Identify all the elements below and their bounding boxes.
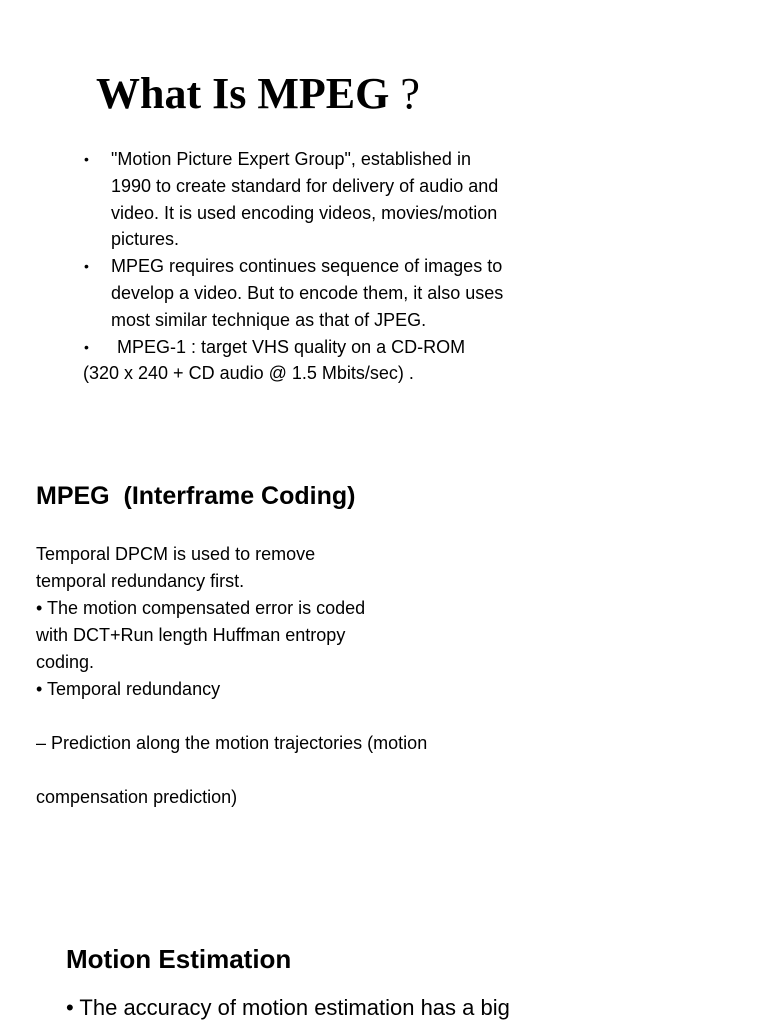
blank-line bbox=[36, 703, 536, 730]
blank-line bbox=[36, 757, 536, 784]
bullet-item bbox=[84, 334, 574, 361]
paragraph-line: coding. bbox=[36, 652, 95, 672]
bullet-line: "Motion Picture Expert Group", established in bbox=[111, 149, 471, 169]
bullet-line: develop a video. But to encode them, it also uses bbox=[111, 282, 504, 303]
bullet-line: 1990 to create standard for delivery of audio and bbox=[111, 175, 499, 196]
interframe-coding-text bbox=[36, 541, 536, 811]
paragraph-line: • The motion compensated error is coded bbox=[36, 598, 366, 618]
bullet-line: most similar technique as that of JPEG. bbox=[111, 309, 427, 330]
paragraph-line: with DCT+Run length Huffman entropy bbox=[36, 625, 346, 645]
bullet-continuation: (320 x 240 + CD audio @ 1.5 Mbits/sec) . bbox=[83, 363, 414, 384]
paragraph-line: – Prediction along the motion trajectories (motion bbox=[36, 733, 428, 753]
paragraph-line: temporal redundancy first. bbox=[36, 571, 245, 591]
bullet-marker: • bbox=[84, 151, 89, 167]
title-question-mark: ? bbox=[400, 69, 420, 118]
bullet-marker: • bbox=[84, 338, 89, 355]
bullet-marker: • bbox=[84, 258, 89, 275]
bullet-line: pictures. bbox=[111, 229, 180, 250]
paragraph-line: compensation prediction) bbox=[36, 787, 238, 807]
section-title-interframe-coding: MPEG (Interframe Coding) bbox=[36, 482, 356, 510]
bullet-line: MPEG-1 : target VHS quality on a CD-ROM bbox=[117, 336, 466, 357]
bullet-line: MPEG requires continues sequence of images to bbox=[111, 256, 503, 277]
mpeg-definition-bullets bbox=[84, 146, 574, 387]
title-main-text: What Is MPEG bbox=[96, 69, 390, 118]
bullet-item bbox=[84, 146, 574, 253]
motion-estimation-first-line: • The accuracy of motion estimation has a big bbox=[66, 995, 510, 1020]
bullet-line: video. It is used encoding videos, movies/motion bbox=[111, 202, 498, 223]
paragraph-line: • Temporal redundancy bbox=[36, 679, 221, 699]
paragraph-line: Temporal DPCM is used to remove bbox=[36, 544, 316, 564]
section-title-motion-estimation: Motion Estimation bbox=[66, 944, 292, 974]
bullet-item bbox=[84, 253, 574, 333]
section-title-what-is-mpeg bbox=[96, 68, 420, 120]
